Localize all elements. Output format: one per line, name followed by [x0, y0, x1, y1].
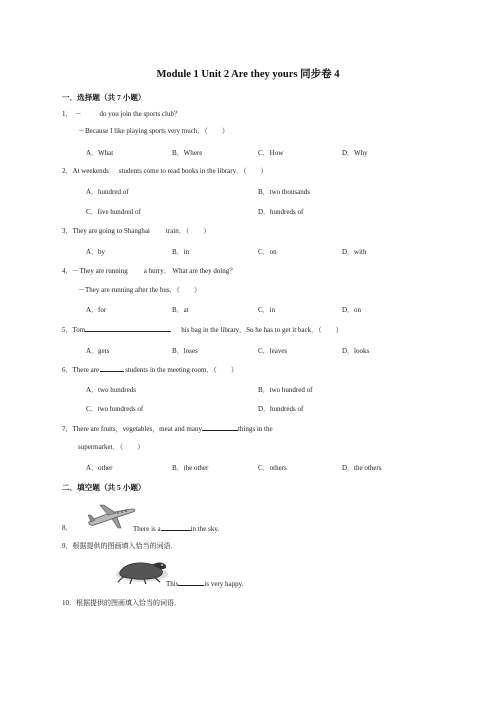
q3-option-b: B．in: [172, 248, 190, 256]
stem-part-b: students come to read books in the library．（ ）: [118, 167, 268, 175]
q7-option-d: D．the others: [342, 464, 382, 472]
answer-blank: [85, 324, 171, 332]
question-2-stem: [62, 166, 268, 176]
stem-part-b: his bag in the library．So he has to get it back．（ ）: [181, 326, 343, 334]
q5-option-b: B．loses: [172, 347, 198, 355]
stem-part-a: 5．Tom: [62, 326, 86, 334]
page-title: Module 1 Unit 2 Are they yours 同步卷 4: [156, 69, 340, 80]
q1-option-a: A．What: [86, 149, 114, 157]
q5-option-d: D．looks: [342, 347, 370, 355]
text-part-a: This: [166, 580, 179, 588]
question-5-stem: [62, 324, 343, 335]
question-1-line-1: [62, 109, 181, 119]
q5-option-a: A．gets: [86, 347, 110, 355]
question-4-line-1: [62, 266, 236, 276]
q2-option-c: C．five hundred of: [86, 208, 141, 216]
q3-option-a: A．by: [86, 248, 106, 256]
stem-part-b: students in the meeting room．（ ）: [125, 366, 238, 374]
q6-option-a: A．two hundreds: [86, 386, 136, 394]
q2-option-a: A．hundred of: [86, 188, 129, 196]
question-text: do you join the sports club？: [99, 110, 181, 118]
answer-blank: [178, 578, 204, 586]
question-9-text: [166, 578, 243, 589]
q3-option-d: D．with: [342, 248, 367, 256]
answer-blank: [202, 423, 238, 431]
q5-option-c: C．leaves: [258, 347, 288, 355]
question-8-num: 8．: [62, 524, 73, 532]
section-heading-choice: 一．选择题（共 7 小题）: [62, 93, 146, 102]
text-part-a: There is a: [133, 525, 161, 533]
text-part-b: is very happy.: [204, 580, 244, 588]
stem-part-a: 6．There are: [62, 366, 100, 374]
stem-part-b: things in the: [237, 425, 273, 433]
animal-picture: [112, 556, 172, 586]
question-6-stem: [62, 364, 238, 375]
q1-option-c: C．How: [258, 149, 284, 157]
question-10-stem: 10．根据提供的图画填入恰当的词语．: [62, 599, 181, 607]
q4-option-b: B．at: [172, 306, 189, 314]
stem-part-b: a hurry． What are they doing？: [143, 267, 237, 275]
q2-option-d: D．hundreds of: [258, 208, 304, 216]
stem-part-a: 7．There are fruits，vegetables，meat and many: [62, 425, 202, 433]
question-1-line-2: －Because I like playing sports very much．（ ）: [78, 127, 229, 135]
q4-option-d: D．on: [342, 306, 362, 314]
question-4-line-2: －They are running after the bus．（ ）: [78, 286, 202, 294]
question-7-line-1: [62, 423, 273, 434]
q1-option-b: B．Where: [172, 149, 203, 157]
dash: －: [74, 110, 82, 118]
q6-option-c: C．two hundreds of: [86, 405, 144, 413]
question-number: 1．: [62, 110, 73, 118]
text-part-b: in the sky.: [190, 525, 220, 533]
q7-option-a: A．other: [86, 464, 113, 472]
airplane-picture: [86, 502, 138, 530]
stem-part-a: 4．－They are running: [62, 267, 128, 275]
section-heading-fill-in: 二．填空题（共 5 小题）: [62, 483, 146, 492]
stem-part-b: train．（ ）: [165, 227, 211, 235]
stem-part-a: 3．They are going to Shanghai: [62, 227, 150, 235]
question-7-line-2: supermarket．（ ）: [78, 443, 145, 451]
q3-option-c: C．on: [258, 248, 277, 256]
q4-option-a: A．for: [86, 306, 107, 314]
q7-option-b: B．the other: [172, 464, 209, 472]
question-3-stem: [62, 226, 210, 236]
q7-option-c: C．others: [258, 464, 287, 472]
question-9-stem: 9．根据提供的图画填入恰当的词语．: [62, 542, 178, 550]
q4-option-c: C．in: [258, 306, 276, 314]
stem-part-a: 2．At weekends: [62, 167, 109, 175]
q6-option-b: B．two hundred of: [258, 386, 313, 394]
q2-option-b: B．two thousands: [258, 188, 310, 196]
answer-blank: [100, 364, 124, 372]
answer-blank: [161, 523, 191, 531]
question-8-text: [133, 523, 219, 534]
q1-option-d: D．Why: [342, 149, 368, 157]
q6-option-d: D．hundreds of: [258, 405, 304, 413]
